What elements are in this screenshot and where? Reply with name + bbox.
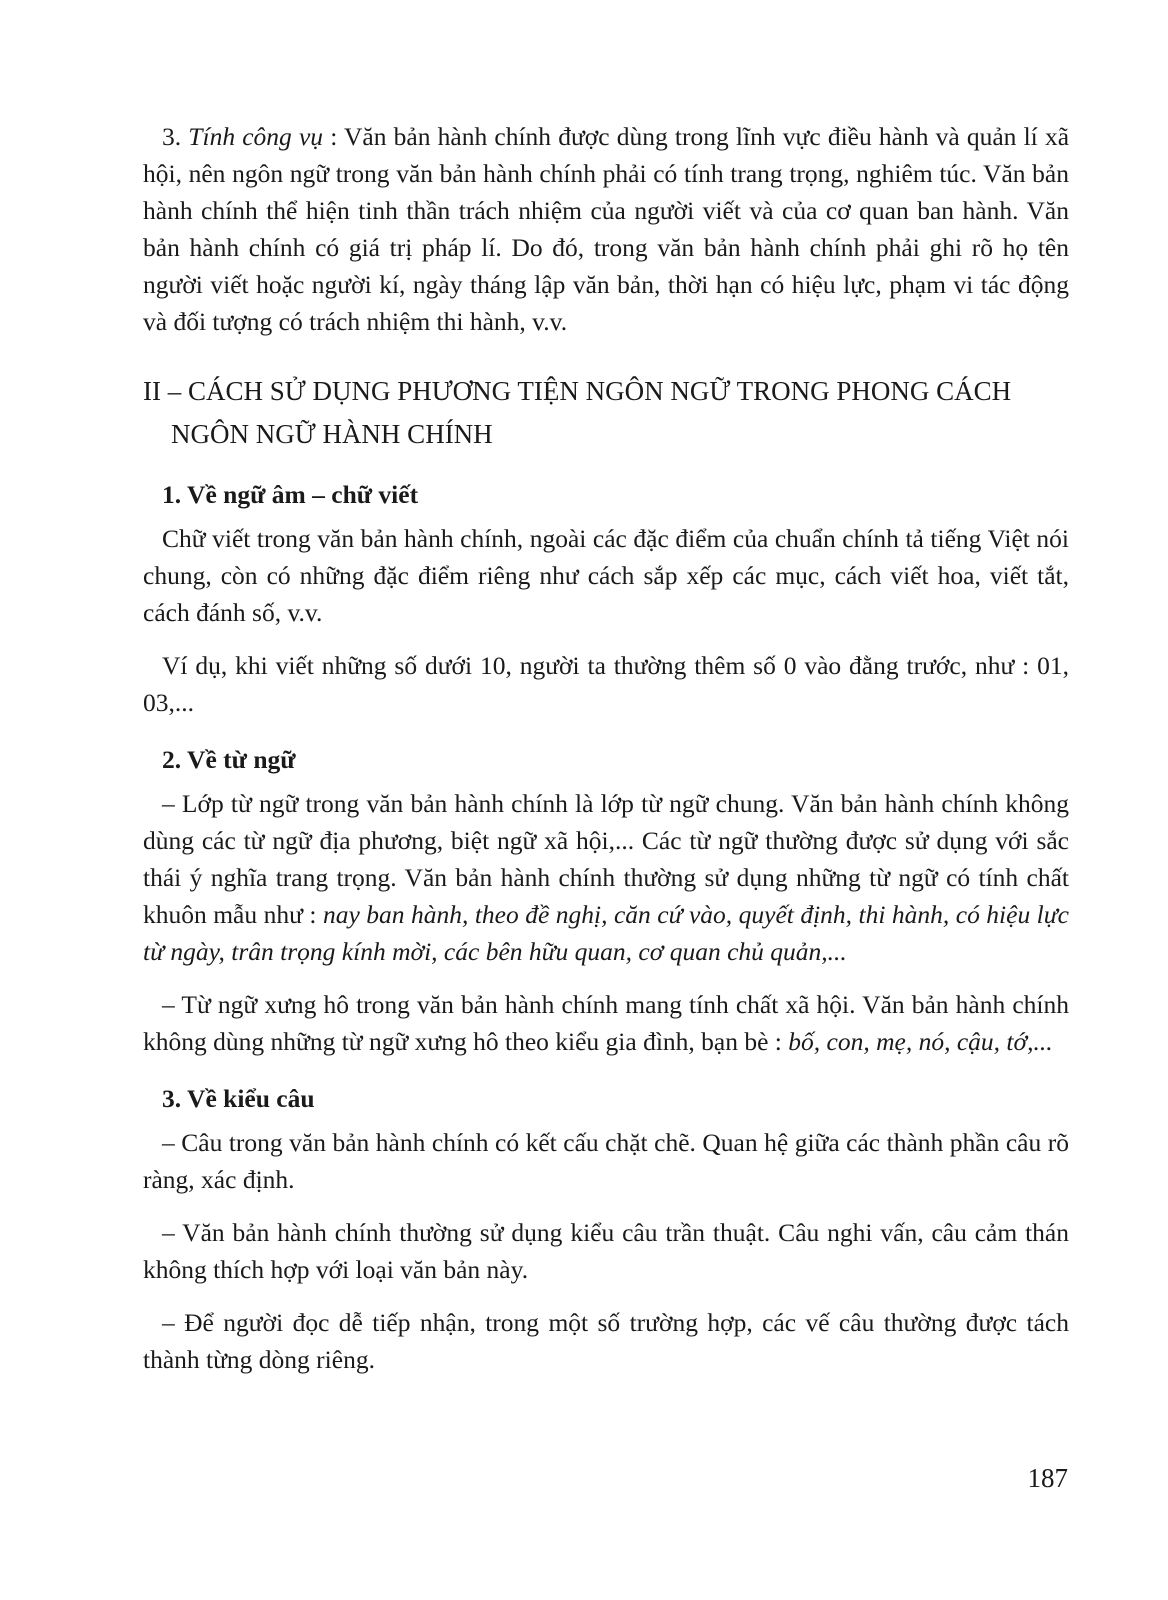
examples-italic: nay ban hành, theo đề nghị, căn cứ vào, quyết định, thi hành, có hiệu lực từ ngày, trân trọng kính mời, các bên hữu quan, cơ quan chủ quản,...: [143, 900, 1069, 966]
examples-italic: bố, con, mẹ, nó, cậu, tớ,...: [788, 1027, 1053, 1056]
paragraph-lop-tu-ngu: [143, 785, 1069, 970]
paragraph-tinh-cong-vu: [143, 118, 1069, 340]
paragraph-text: – Lớp từ ngữ trong văn bản hành chính là lớp từ ngữ chung. Văn bản hành chính không dùng các từ ngữ địa phương, biệt ngữ xã hội,... Các từ ngữ thường được sử dụng với sắc thái ý nghĩa trang trọng. Văn bản hành chính thường sử dụng những từ ngữ có tính chất khuôn mẫu như :: [143, 789, 1069, 929]
subheading-kieu-cau: 3. Về kiểu câu: [162, 1084, 315, 1113]
section-heading-line1: II – CÁCH SỬ DỤNG PHƯƠNG TIỆN NGÔN NGỮ TRONG PHONG CÁCH: [143, 376, 1012, 406]
subheading-ngu-am: 1. Về ngữ âm – chữ viết: [162, 480, 419, 509]
term-tinh-cong-vu: Tính công vụ: [188, 122, 324, 151]
paragraph-tran-thuat: – Văn bản hành chính thường sử dụng kiểu câu trần thuật. Câu nghi vấn, câu cảm thán không thích hợp với loại văn bản này.: [143, 1218, 1069, 1284]
section-heading-line2: NGÔN NGỮ HÀNH CHÍNH: [171, 419, 493, 449]
paragraph-ket-cau: – Câu trong văn bản hành chính có kết cấu chặt chẽ. Quan hệ giữa các thành phần câu rõ ràng, xác định.: [143, 1128, 1069, 1194]
paragraph-tach-dong: – Để người đọc dễ tiếp nhận, trong một số trường hợp, các vế câu thường được tách thành từng dòng riêng.: [143, 1308, 1069, 1374]
page-content: [143, 118, 1069, 1378]
paragraph-text: – Từ ngữ xưng hô trong văn bản hành chính mang tính chất xã hội. Văn bản hành chính không dùng những từ ngữ xưng hô theo kiểu gia đình, bạn bè :: [143, 990, 1069, 1056]
item-number: 3.: [162, 122, 182, 151]
paragraph-chu-viet: Chữ viết trong văn bản hành chính, ngoài các đặc điểm của chuẩn chính tả tiếng Việt nói chung, còn có những đặc điểm riêng như cách sắp xếp các mục, cách viết hoa, viết tắt, cách đánh số, v.v.: [143, 524, 1069, 627]
page-number: 187: [1027, 1463, 1068, 1493]
paragraph-vi-du: Ví dụ, khi viết những số dưới 10, người ta thường thêm số 0 vào đằng trước, như : 01, 03,...: [143, 651, 1069, 717]
paragraph-text: : Văn bản hành chính được dùng trong lĩnh vực điều hành và quản lí xã hội, nên ngôn ngữ trong văn bản hành chính phải có tính trang trọng, nghiêm túc. Văn bản hành chính thể hiện tinh thần trách nhiệm của người viết và của cơ quan ban hành. Văn bản hành chính có giá trị pháp lí. Do đó, trong văn bản hành chính phải ghi rõ họ tên người viết hoặc người kí, ngày tháng lập văn bản, thời hạn có hiệu lực, phạm vi tác động và đối tượng có trách nhiệm thi hành, v.v.: [143, 122, 1070, 336]
section-heading: [143, 370, 1069, 456]
subheading-tu-ngu: 2. Về từ ngữ: [162, 745, 296, 774]
paragraph-xung-ho: [143, 986, 1069, 1060]
